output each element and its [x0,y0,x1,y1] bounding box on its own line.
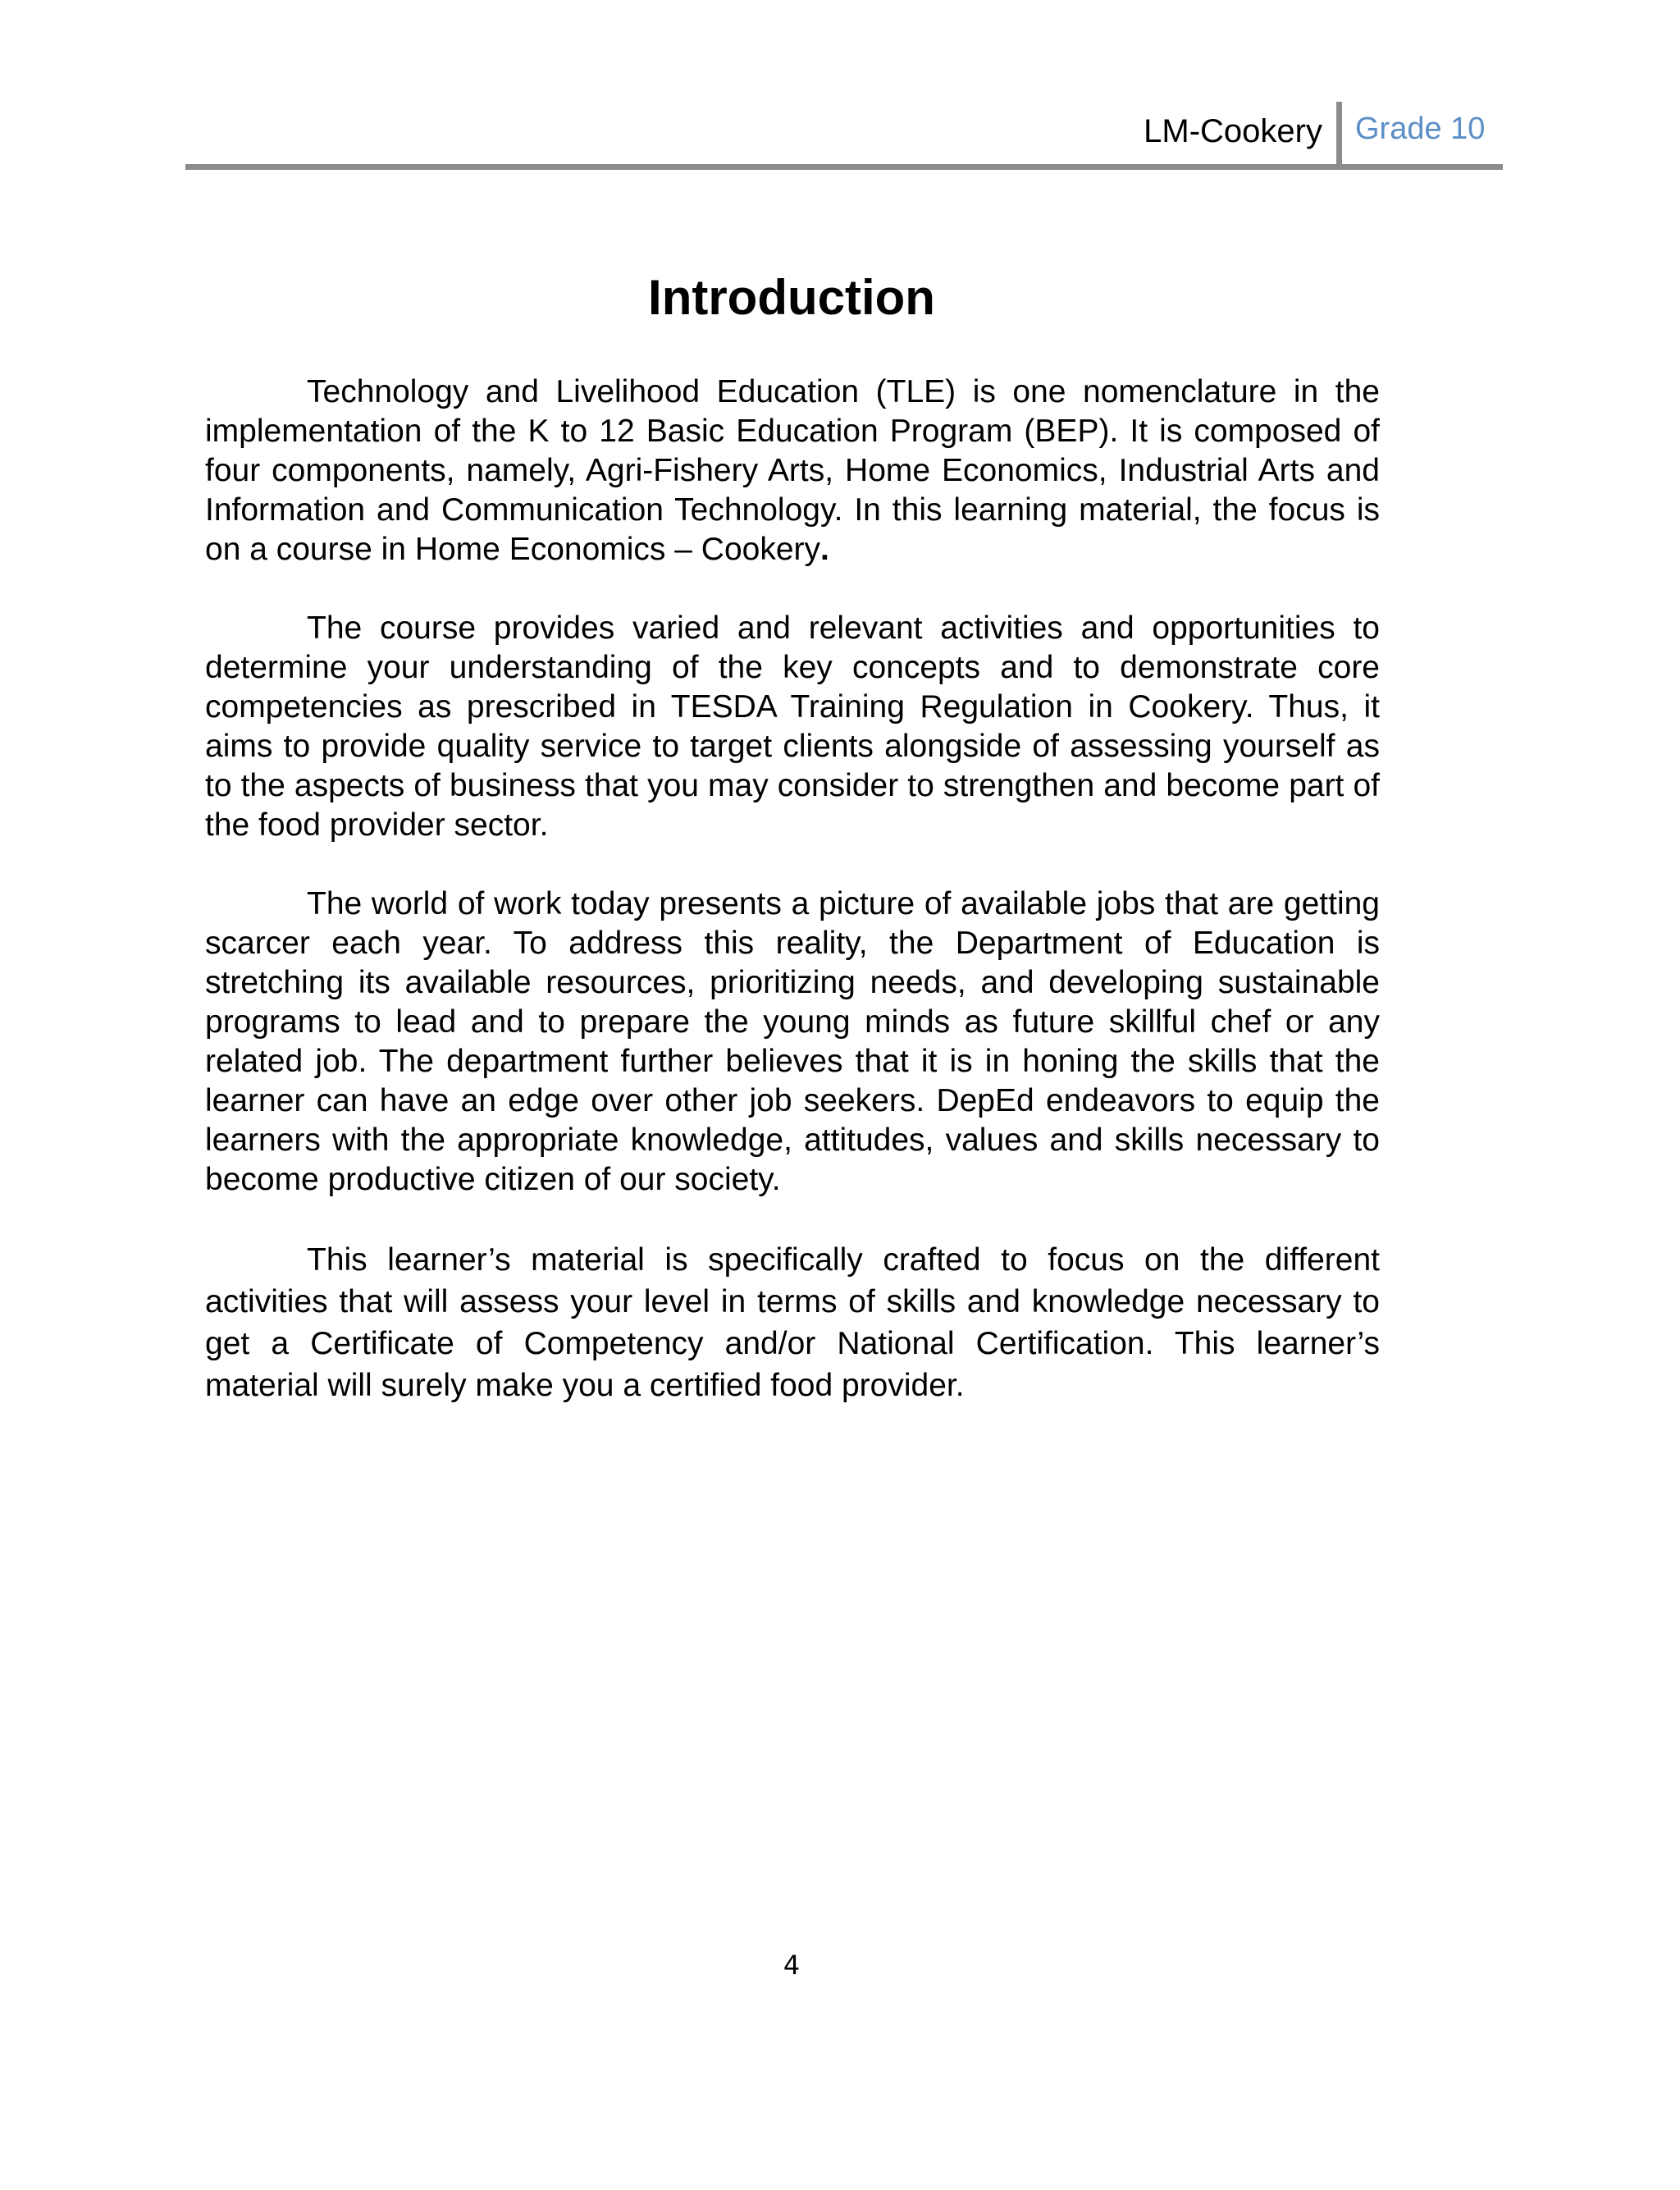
paragraph-3: The world of work today presents a picture of available jobs that are getting scarcer each year. To address this reality, the Department of Education is stretching its available resources, prioritizing needs, and developing sustainable programs to lead and to prepare the young minds as future skillful chef or any related job. The department further believes that it is in honing the skills that the learner can have an edge over other job seekers. DepEd endeavors to equip the learners with the appropriate knowledge, attitudes, values and skills necessary to become productive citizen of our society. [205,886,1380,1197]
paragraph-4: This learner’s material is specifically crafted to focus on the different activities that will assess your level in terms of skills and knowledge necessary to get a Certificate of Competency and/or National Certification. This learner’s material will surely make you a certified food provider. [205,1242,1380,1403]
paragraph-1 [205,373,1380,569]
header-rule [185,164,1503,170]
header-grade-label: Grade 10 [1355,112,1486,146]
page-header [185,97,1503,171]
body-text [205,373,1380,1446]
paragraph-1-end: . [820,532,829,567]
paragraph-1-text: Technology and Livelihood Education (TLE) is one nomenclature in the implementation of the K to 12 Basic Education Program (BEP). It is composed of four components, namely, Agri-Fishery Arts, Home Economics, Industrial Arts and Information and Communication Technology. In this learning material, the focus is on a course in Home Economics – Cookery [205,374,1380,567]
page-title: Introduction [648,270,935,325]
page-number: 4 [783,1950,801,1981]
header-course-title: LM-Cookery [1144,113,1322,149]
header-divider [1336,102,1342,166]
paragraph-2: The course provides varied and relevant activities and opportunities to determine your understanding of the key concepts and to demonstrate core competencies as prescribed in TESDA Training Regulation in Cookery. Thus, it aims to provide quality service to target clients alongside of assessing yourself as to the aspects of business that you may consider to strengthen and become part of the food provider sector. [205,610,1380,843]
